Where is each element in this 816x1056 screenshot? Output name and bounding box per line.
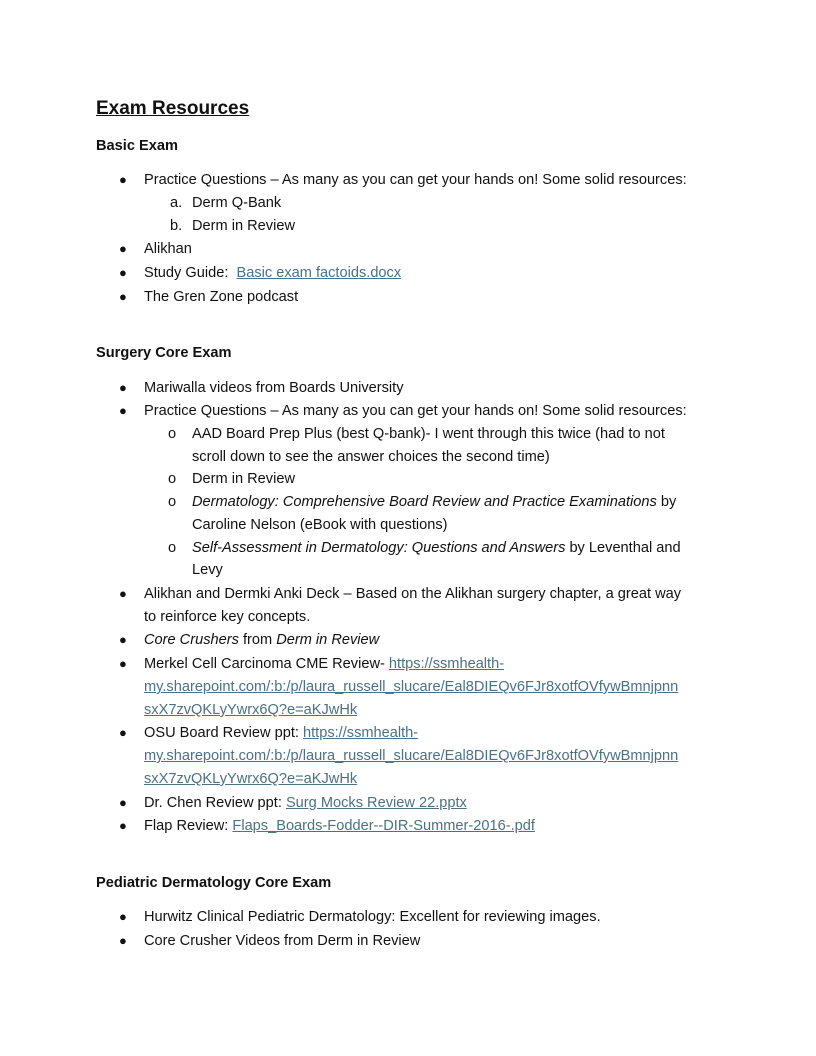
osu-link[interactable]: my.sharepoint.com/:b:/p/laura_russell_slucare/Eal8DIEQv6FJr8xotfOVfywBmnjpnn xyxy=(144,748,679,764)
chen-link[interactable]: Surg Mocks Review 22.pptx xyxy=(285,795,467,811)
list-item: Practice Questions – As many as you can get your hands on! Some solid resources: xyxy=(144,403,687,419)
bullet-icon: ● xyxy=(119,403,127,418)
list-item: Hurwitz Clinical Pediatric Dermatology: Excellent for reviewing images. xyxy=(144,909,601,925)
from-label: from xyxy=(238,632,277,648)
bullet-icon: ● xyxy=(119,265,127,280)
circle-bullet-icon: o xyxy=(168,494,177,510)
list-item-continuation xyxy=(144,746,678,766)
bullet-icon: ● xyxy=(119,380,127,395)
study-guide-label: Study Guide: xyxy=(144,265,229,281)
bullet-icon: ● xyxy=(119,586,127,601)
list-marker: a. xyxy=(170,195,183,211)
list-item-continuation: Levy xyxy=(192,562,223,578)
list-item xyxy=(144,723,418,743)
study-guide-link[interactable]: Basic exam factoids.docx xyxy=(236,265,402,281)
list-item-continuation xyxy=(144,677,678,697)
page-title: Exam Resources xyxy=(96,98,250,119)
list-item: AAD Board Prep Plus (best Q-bank)- I went through this twice (had to not xyxy=(192,426,665,442)
circle-bullet-icon: o xyxy=(168,426,177,442)
book-title: Dermatology: Comprehensive Board Review and Practice Examinations xyxy=(192,494,657,510)
osu-link[interactable]: https://ssmhealth- xyxy=(302,725,419,741)
bullet-icon: ● xyxy=(119,909,127,924)
derm-in-review-label: Derm in Review xyxy=(276,632,380,648)
surgery-exam-heading: Surgery Core Exam xyxy=(96,345,232,361)
list-item-continuation xyxy=(144,769,357,789)
list-item xyxy=(192,538,681,558)
book-author-prefix: by Leventhal and xyxy=(565,540,681,556)
list-item xyxy=(144,630,379,650)
list-item xyxy=(144,816,535,836)
list-item: Practice Questions – As many as you can get your hands on! Some solid resources: xyxy=(144,172,687,188)
book-title: Self-Assessment in Dermatology: Questions and Answers xyxy=(192,540,566,556)
list-item: Derm in Review xyxy=(192,471,295,487)
bullet-icon: ● xyxy=(119,289,127,304)
merkel-label: Merkel Cell Carcinoma CME Review- xyxy=(144,656,389,672)
flap-label: Flap Review: xyxy=(144,818,233,834)
list-item: Alikhan and Dermki Anki Deck – Based on the Alikhan surgery chapter, a great way xyxy=(144,586,682,602)
merkel-link[interactable]: sxX7zvQKLyYwrx6Q?e=aKJwHk xyxy=(144,702,358,718)
list-marker: b. xyxy=(170,218,183,234)
list-item: Derm in Review xyxy=(192,218,295,234)
osu-label: OSU Board Review ppt: xyxy=(144,725,303,741)
merkel-link[interactable]: https://ssmhealth- xyxy=(388,656,505,672)
chen-label: Dr. Chen Review ppt: xyxy=(144,795,286,811)
list-item: Derm Q-Bank xyxy=(192,195,282,211)
book-author-prefix: by xyxy=(656,494,677,510)
list-item: The Gren Zone podcast xyxy=(144,289,299,305)
bullet-icon: ● xyxy=(119,725,127,740)
peds-exam-heading: Pediatric Dermatology Core Exam xyxy=(96,875,332,891)
merkel-link[interactable]: my.sharepoint.com/:b:/p/laura_russell_slucare/Eal8DIEQv6FJr8xotfOVfywBmnjpnn xyxy=(144,679,679,695)
core-crushers-label: Core Crushers xyxy=(144,632,239,648)
bullet-icon: ● xyxy=(119,632,127,647)
flap-link[interactable]: Flaps_Boards-Fodder--DIR-Summer-2016-.pdf xyxy=(232,818,535,834)
list-item: Core Crusher Videos from Derm in Review xyxy=(144,933,421,949)
circle-bullet-icon: o xyxy=(168,471,177,487)
list-item-continuation: Caroline Nelson (eBook with questions) xyxy=(192,517,448,533)
list-item xyxy=(144,654,504,674)
list-item xyxy=(192,492,676,512)
list-item xyxy=(144,793,467,813)
osu-link[interactable]: sxX7zvQKLyYwrx6Q?e=aKJwHk xyxy=(144,771,358,787)
bullet-icon: ● xyxy=(119,933,127,948)
bullet-icon: ● xyxy=(119,172,127,187)
list-item: Mariwalla videos from Boards University xyxy=(144,380,404,396)
list-item: Alikhan xyxy=(144,241,192,257)
basic-exam-heading: Basic Exam xyxy=(96,138,178,154)
list-item-continuation: to reinforce key concepts. xyxy=(144,609,311,625)
list-item-continuation xyxy=(144,700,357,720)
list-item xyxy=(144,263,401,283)
circle-bullet-icon: o xyxy=(168,540,177,556)
bullet-icon: ● xyxy=(119,656,127,671)
bullet-icon: ● xyxy=(119,818,127,833)
list-item-continuation: scroll down to see the answer choices the second time) xyxy=(192,449,550,465)
bullet-icon: ● xyxy=(119,241,127,256)
bullet-icon: ● xyxy=(119,795,127,810)
